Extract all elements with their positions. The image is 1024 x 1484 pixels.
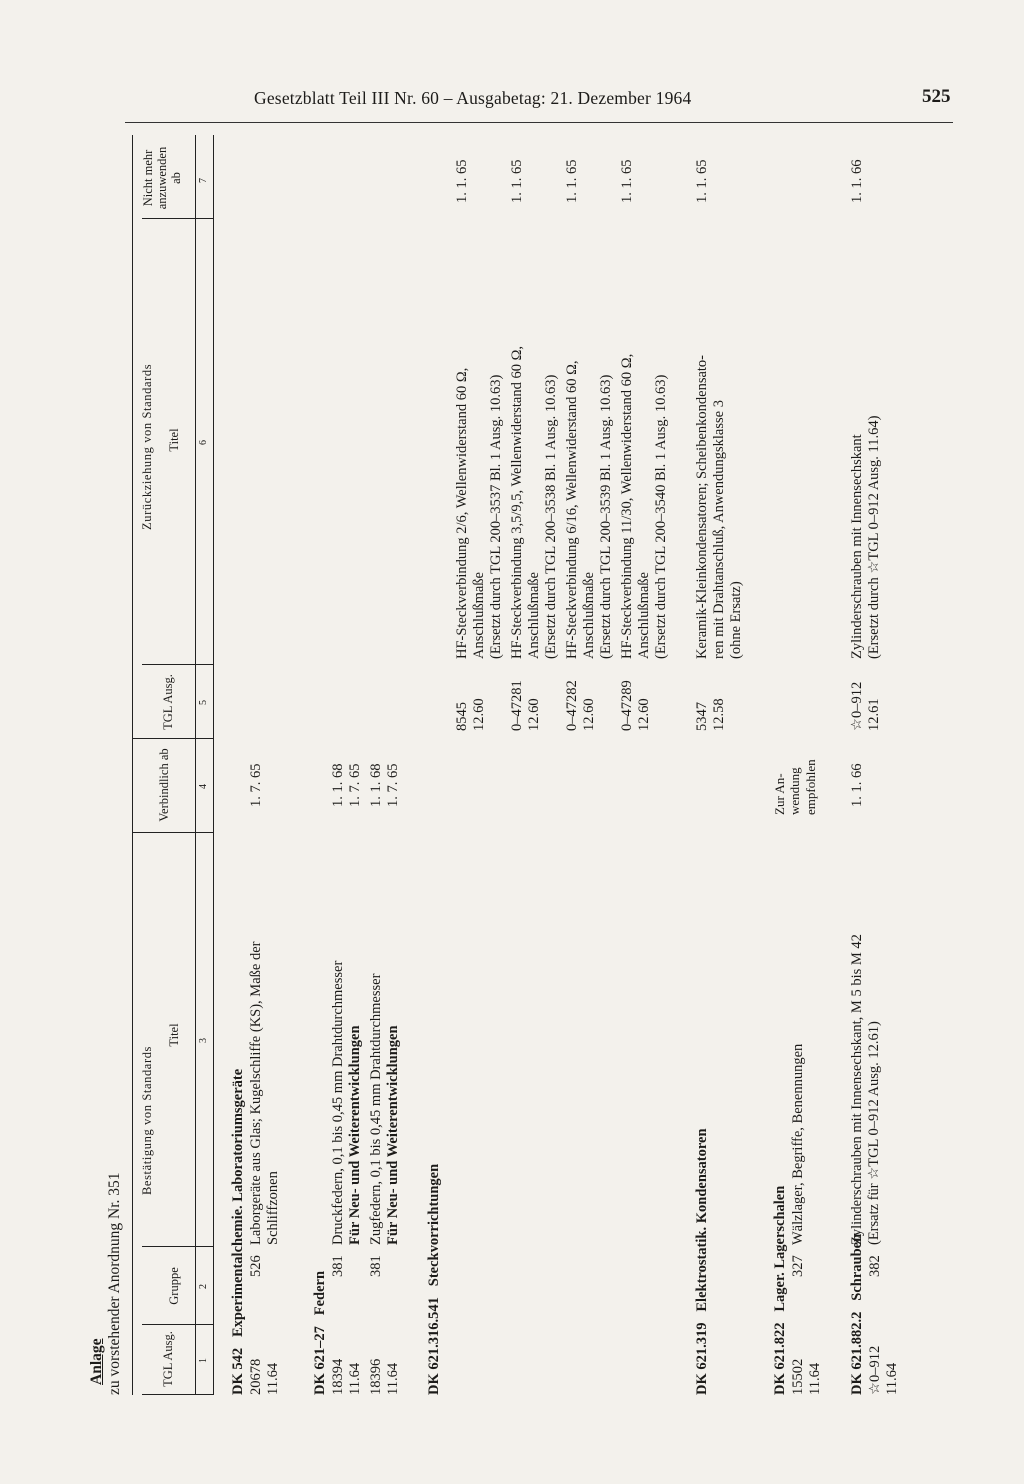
col-number-3: 3 [198,1038,209,1043]
titel-line: (Ersetzt durch TGL 200–3537 Bl. 1 Ausg. 10.63) [488,374,505,659]
table-row [790,1359,824,1395]
col-header-gruppe: Gruppe [167,1267,181,1305]
titel-line: HF-Steckverbindung 2/6, Wellenwiderstand 60 Ω, [454,367,470,659]
section-title: Elektrostatik. Kondensatoren [694,1128,710,1312]
col-divider-3 [132,832,213,833]
col-divider-4 [132,738,213,739]
row-verbindlich-2: 1. 7. 65 [347,763,364,807]
row-gruppe: 381 [330,1255,346,1277]
running-title: Gesetzblatt Teil III Nr. 60 – Ausgabetag: 21. Dezember 1964 [254,88,692,108]
withdrawal-tgl [619,680,653,731]
row-nicht-mehr: 1. 1. 65 [619,159,635,203]
row-tgl: 18396 [368,1358,384,1395]
row-ausg: 11.64 [385,1362,402,1395]
verbindlich-line: wendung [787,767,803,815]
col-divider-6 [142,218,213,219]
col-number-2: 2 [198,1284,209,1289]
row-titel [330,961,364,1245]
table-top-rule [132,135,133,1395]
col-divider-5 [142,664,213,665]
row-ausg: 11.64 [807,1362,824,1395]
titel-line: Anschlußmaße [636,572,653,659]
group-header-withdrawal: Zurückziehung von Standards [140,363,154,530]
col-number-7: 7 [198,178,209,183]
section-title: Lager. Lagerschalen [772,1185,788,1312]
table-row [330,1359,364,1395]
col-number-1: 1 [198,1358,209,1363]
table-row [248,1359,282,1395]
row-nicht-mehr: 1. 1. 65 [509,159,525,203]
section-heading [849,1234,866,1395]
titel-line: Zylinderschrauben mit Innensechskant [849,434,865,659]
row-ausg: 12.58 [711,698,728,731]
row-ausg: 12.61 [866,698,883,731]
row-verbindlich: 1. 7. 65 [248,763,264,807]
titel-line: HF-Steckverbindung 3,5/9,5, Wellenwiderstand 60 Ω, [509,346,525,659]
titel-line: (ohne Ersatz) [728,581,745,659]
row-titel: Wälzlager, Begriffe, Benennungen [790,1043,806,1245]
row-ausg: 11.64 [347,1362,364,1395]
section-dk: DK 621–27 [312,1326,328,1395]
titel-line: Anschlußmaße [471,572,488,659]
withdrawal-tgl [694,698,728,731]
row-gruppe: 382 [867,1255,883,1277]
annex-subtitle: zu vorstehender Anordnung Nr. 351 [106,1172,123,1395]
row-verbindlich [368,764,402,808]
col-header-titel-2: Titel [167,428,181,452]
titel-line: (Ersetzt durch TGL 200–3539 Bl. 1 Ausg. 10.63) [598,374,615,659]
section-dk: DK 621.882.2 [849,1311,865,1395]
titel-line: HF-Steckverbindung 6/16, Wellenwiderstand 60 Ω, [564,360,580,659]
withdrawal-titel [849,416,883,659]
annex-table [84,135,954,1395]
row-nicht-mehr: 1. 1. 66 [849,159,865,203]
section-heading [772,1186,789,1395]
row-tgl: 0–47289 [619,680,635,731]
row-titel-bold: Für Neu- und Weiterentwicklungen [385,1025,402,1245]
col-divider-1 [142,1324,213,1325]
table-header-rule [195,135,196,1395]
withdrawal-titel [619,354,670,659]
row-tgl: 0–47282 [564,680,580,731]
page-number: 525 [922,86,951,107]
section-heading [694,1128,711,1395]
titel-line: Keramik-Kleinkondensatoren; Scheibenkondensato- [694,354,710,659]
titel-line: (Ersetzt durch TGL 200–3540 Bl. 1 Ausg. 10.63) [653,374,670,659]
row-tgl: 5347 [694,702,710,731]
row-tgl: 20678 [248,1358,264,1395]
row-titel-text: Druckfedern, 0,1 bis 0,45 mm Drahtdurchmesser [330,960,346,1245]
titel-line: ren mit Drahtanschluß, Anwendungsklasse 3 [711,400,728,659]
row-titel-text: Zylinderschrauben mit Innensechskant, M 5 bis M 42 [849,934,865,1245]
verbindlich-line: empfohlen [802,759,818,815]
section-dk: DK 621.319 [694,1322,710,1395]
section-heading [426,1164,443,1395]
page-header [0,0,1024,130]
row-titel-text: Zugfedern, 0,1 bis 0,45 mm Drahtdurchmesser [368,973,384,1245]
col-header-tgl-2: TGL Ausg. [161,674,175,730]
section-dk: DK 621.316.541 [426,1297,442,1395]
section-title: Steckvorrichtungen [426,1163,442,1287]
table-row [368,1359,402,1395]
withdrawal-tgl [849,682,883,731]
col-divider-0 [142,1394,213,1395]
withdrawal-titel [694,355,745,659]
row-verbindlich: 1. 1. 66 [849,763,865,807]
section-title: Experimentalchemie. Laboratoriumsgeräte [230,1068,246,1337]
withdrawal-titel [454,368,505,659]
col-number-4: 4 [198,784,209,789]
row-tgl: 18394 [330,1358,346,1395]
table-row [867,1346,901,1395]
col-number-5: 5 [198,700,209,705]
col-header-titel: Titel [167,1023,181,1047]
section-dk: DK 542 [230,1347,246,1395]
row-verbindlich-1: 1. 1. 68 [330,763,346,807]
row-verbindlich [330,764,364,808]
section-dk: DK 621.822 [772,1322,788,1395]
row-ausg: 12.60 [471,698,488,731]
row-gruppe: 526 [248,1255,264,1277]
verbindlich-line: Zur An- [772,773,787,815]
row-ausg: 11.64 [884,1362,901,1395]
section-title: Federn [312,1270,328,1316]
section-title: Schrauben [849,1233,865,1301]
row-tgl: ☆0–912 [867,1345,883,1395]
row-nicht-mehr: 1. 1. 65 [454,159,470,203]
row-titel [368,974,402,1245]
withdrawal-tgl [564,680,598,731]
col-divider-2 [142,1246,213,1247]
section-heading [312,1271,329,1395]
table-colnum-rule [213,135,214,1395]
row-tgl: 15502 [790,1358,806,1395]
withdrawal-tgl [454,698,488,731]
row-gruppe: 381 [368,1255,384,1277]
titel-line: Anschlußmaße [526,572,543,659]
row-ausg: 12.60 [581,698,598,731]
row-ausg: 12.60 [526,698,543,731]
row-nicht-mehr: 1. 1. 65 [694,159,710,203]
titel-line: HF-Steckverbindung 11/30, Wellenwiderstand 60 Ω, [619,353,635,659]
row-ausg: 12.60 [636,698,653,731]
row-verbindlich-2: 1. 7. 65 [385,763,402,807]
withdrawal-tgl [509,680,543,731]
row-nicht-mehr: 1. 1. 65 [564,159,580,203]
group-header-confirmation: Bestätigung von Standards [140,1045,154,1195]
withdrawal-titel [509,346,560,659]
row-tgl: 8545 [454,702,470,731]
col-header-verbindlich: Verbindlich ab [157,748,171,822]
row-tgl: ☆0–912 [849,681,865,731]
row-titel-text: Laborgeräte aus Glas; Kugelschliffe (KS), Maße der Schliffzonen [248,941,282,1245]
row-titel [849,934,883,1245]
section-heading [230,1069,247,1395]
annex-label: Anlage [88,1338,105,1385]
col-header-tgl: TGL Ausg. [161,1331,175,1387]
col-number-6: 6 [198,440,209,445]
col-header-nicht-mehr: Nicht mehr anzuwenden ab [141,146,183,210]
row-titel-text-2: (Ersatz für ☆TGL 0–912 Ausg. 12.61) [866,1021,883,1245]
header-rule [125,122,953,123]
titel-line: (Ersetzt durch ☆TGL 0–912 Ausg. 11.64) [866,415,883,659]
titel-line: Anschlußmaße [581,572,598,659]
row-gruppe: 327 [790,1255,806,1277]
row-titel [248,905,282,1245]
withdrawal-titel [564,361,615,660]
titel-line: (Ersetzt durch TGL 200–3538 Bl. 1 Ausg. 10.63) [543,374,560,659]
row-verbindlich-1: 1. 1. 68 [368,763,384,807]
row-ausg: 11.64 [265,1362,282,1395]
row-tgl: 0–47281 [509,680,525,731]
row-titel-bold: Für Neu- und Weiterentwicklungen [347,1025,364,1245]
row-verbindlich [772,759,818,815]
